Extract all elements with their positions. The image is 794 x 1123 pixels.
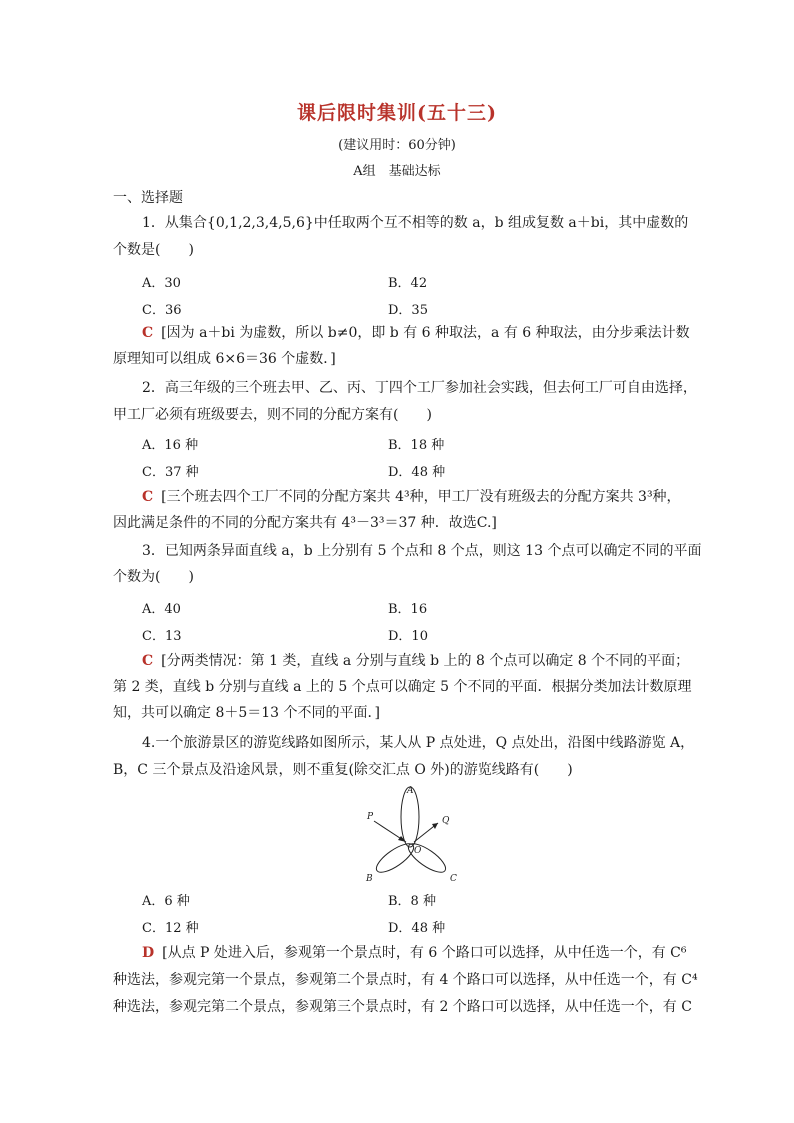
question-2-option-b: B．18 种 <box>388 438 445 453</box>
question-4-answer: D <box>142 945 155 961</box>
arrow-out-icon <box>432 823 438 829</box>
loop-b <box>372 839 417 877</box>
question-4-explanation-line-2: 种选法，参观完第一个景点，参观第二个景点时，有 4 个路口可以选择，从中任选一个，有 C⁴ <box>113 972 698 988</box>
question-2-line-2: 甲工厂必须有班级要去，则不同的分配方案有( ) <box>113 407 432 423</box>
question-1-line-1: 1．从集合{0,1,2,3,4,5,6}中任取两个互不相等的数 a，b 组成复数 a＋bi，其中虚数的 <box>142 215 689 231</box>
question-3-option-d: D．10 <box>388 629 428 644</box>
time-hint: (建议用时：60分钟) <box>338 138 456 153</box>
question-3-line-1: 3．已知两条异面直线 a，b 上分别有 5 个点和 8 个点，则这 13 个点可以确定不同的平面 <box>142 543 702 559</box>
question-1-explanation-line-1: C [因为 a＋bi 为虚数，所以 b≠0，即 b 有 6 种取法，a 有 6 种取法，由分步乘法计数 <box>142 325 690 341</box>
question-3-answer: C <box>142 653 154 669</box>
question-1-option-c: C．36 <box>142 303 182 318</box>
question-3-explanation-line-3: 知，共可以确定 8＋5＝13 个不同的平面．] <box>113 705 380 721</box>
question-3-option-c: C．13 <box>142 629 182 644</box>
question-4-explanation-line-3: 种选法，参观完第二个景点，参观第三个景点时，有 2 个路口可以选择，从中任选一个，有 C <box>113 999 692 1015</box>
question-3-explanation-line-1: C [分两类情况：第 1 类，直线 a 分别与直线 b 上的 8 个点可以确定 8 个不同的平面； <box>142 653 690 669</box>
question-4-option-d: D．48 种 <box>388 921 446 936</box>
question-2-line-1: 2．高三年级的三个班去甲、乙、丙、丁四个工厂参加社会实践，但去何工厂可自由选择， <box>142 380 697 396</box>
question-1-explanation-line-2: 原理知可以组成 6×6＝36 个虚数．] <box>113 351 336 367</box>
question-4-line-2: B，C 三个景点及沿途风景，则不重复(除交汇点 O 外)的游览线路有( ) <box>113 762 573 778</box>
question-4-explanation-line-1: D [从点 P 处进入后，参观第一个景点时，有 6 个路口可以选择，从中任选一个，有 C⁶ <box>142 945 687 961</box>
section-heading: 一、选择题 <box>113 190 183 206</box>
loop-c <box>404 839 449 877</box>
question-4-option-c: C．12 种 <box>142 921 199 936</box>
label-b: B <box>366 874 373 884</box>
question-2-explanation-line-1: C [三个班去四个工厂不同的分配方案共 4³种，甲工厂没有班级去的分配方案共 3³种， <box>142 489 681 505</box>
question-2-option-d: D．48 种 <box>388 465 446 480</box>
question-3-line-2: 个数为( ) <box>113 569 194 585</box>
question-3-explanation-line-2: 第 2 类，直线 b 分别与直线 a 上的 5 个点可以确定 5 个不同的平面．根据分类加法计数原理 <box>113 679 692 695</box>
question-2-answer: C <box>142 489 154 505</box>
question-3-option-a: A．40 <box>142 602 181 617</box>
question-4-line-1: 4.一个旅游景区的游览线路如图所示，某人从 P 点处进，Q 点处出，沿图中线路游览 A， <box>142 735 695 751</box>
label-o: O <box>414 846 422 856</box>
question-1-option-a: A．30 <box>142 276 181 291</box>
group-heading: A组 基础达标 <box>353 164 441 179</box>
question-3-option-b: B．16 <box>388 602 428 617</box>
label-q: Q <box>442 816 450 826</box>
question-4-option-a: A．6 种 <box>142 894 190 909</box>
label-c: C <box>450 874 457 884</box>
question-1-answer: C <box>142 325 154 341</box>
label-p: P <box>367 812 374 822</box>
question-2-explanation-line-2: 因此满足条件的不同的分配方案共有 4³－3³＝37 种．故选C.] <box>113 515 497 531</box>
question-1-option-b: B．42 <box>388 276 428 291</box>
arrow-in-icon <box>398 836 406 842</box>
question-1-line-2: 个数是( ) <box>113 242 194 258</box>
question-1-option-d: D．35 <box>388 303 428 318</box>
question-2-option-a: A．16 种 <box>142 438 199 453</box>
loop-a <box>401 787 419 847</box>
label-a: A <box>407 786 414 796</box>
page-title: 课后限时集训(五十三) <box>297 102 497 124</box>
route-diagram <box>350 785 470 885</box>
question-4-option-b: B．8 种 <box>388 894 436 909</box>
question-2-option-c: C．37 种 <box>142 465 199 480</box>
